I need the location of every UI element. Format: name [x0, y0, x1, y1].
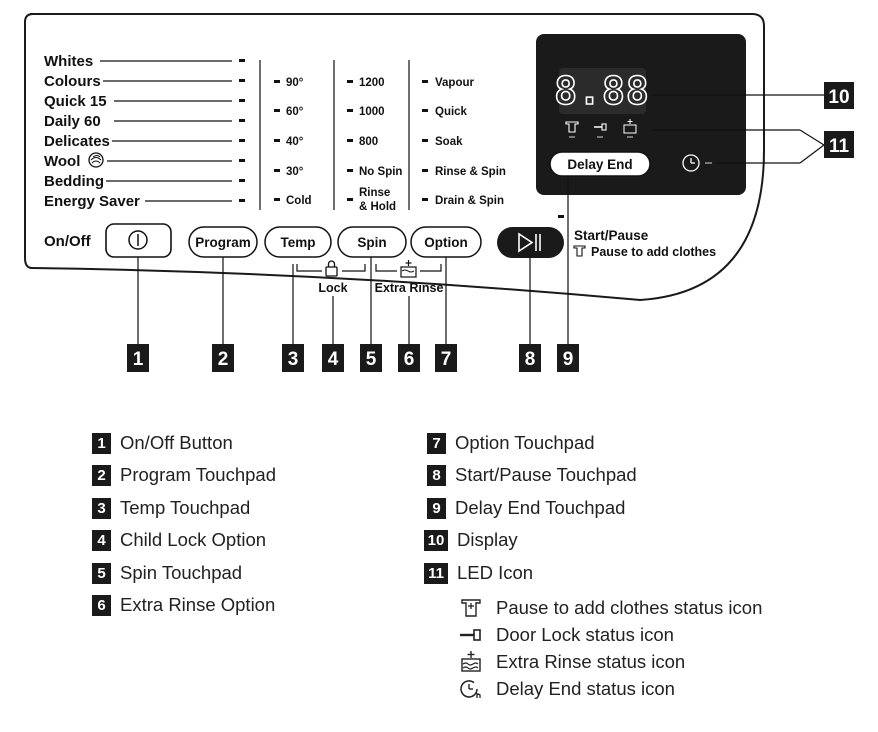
temp-list: [274, 77, 312, 207]
spin-1000: 1000: [359, 106, 385, 118]
pause-add-clothes-icon: [458, 597, 484, 619]
legend-text: Option Touchpad: [455, 432, 595, 453]
svg-text:9: 9: [562, 349, 574, 370]
legend-badge: 8: [427, 465, 446, 486]
icon-legend-item: [458, 678, 675, 700]
extra-rinse-icon: [458, 651, 484, 673]
option-button[interactable]: [411, 227, 481, 257]
pause-add-label: Pause to add clothes: [591, 245, 717, 259]
option-button-label: Option: [424, 235, 468, 250]
padlock-icon: [326, 261, 337, 276]
legend-item: [424, 529, 518, 551]
legend-item: [92, 432, 233, 454]
icon-legend-text: Door Lock status icon: [496, 624, 674, 645]
legend-text: On/Off Button: [120, 432, 233, 453]
option-vapour: Vapour: [435, 77, 474, 89]
onoff-button[interactable]: [106, 224, 171, 257]
delay-end-icon: [458, 678, 484, 700]
program-bedding: Bedding: [44, 173, 104, 190]
spin-no-spin: No Spin: [359, 166, 403, 178]
legend-badge: 1: [92, 433, 111, 454]
extra-rinse-panel-icon: [401, 260, 416, 277]
door-lock-icon: [458, 624, 484, 646]
temp-cold: Cold: [286, 195, 312, 207]
onoff-label: On/Off: [44, 233, 91, 250]
legend-text: Program Touchpad: [120, 464, 276, 485]
svg-text:7: 7: [440, 349, 452, 370]
spin-800: 800: [359, 136, 379, 148]
callout-5: [360, 344, 382, 372]
program-energy-saver: Energy Saver: [44, 193, 140, 210]
start-pause-button[interactable]: [497, 227, 564, 258]
legend-badge: 7: [427, 433, 446, 454]
legend-text: Start/Pause Touchpad: [455, 464, 637, 485]
temp-60: 60°: [286, 106, 304, 118]
option-quick: Quick: [435, 106, 467, 118]
extra-rinse-bracket: [375, 260, 444, 295]
delay-end-button[interactable]: [550, 152, 650, 176]
legend-item: [92, 594, 275, 616]
legend-badge: 6: [92, 595, 111, 616]
callout-9: [557, 344, 579, 372]
program-whites: Whites: [44, 53, 94, 70]
spin-list: [347, 77, 402, 213]
option-drain-spin: Drain & Spin: [435, 195, 505, 207]
legend-item: [92, 497, 250, 519]
svg-text:5: 5: [365, 349, 377, 370]
lock-label: Lock: [318, 281, 348, 295]
svg-text:11: 11: [828, 136, 850, 157]
spin-button[interactable]: [338, 227, 406, 257]
icon-legend-item: [458, 624, 674, 646]
callout-11: [824, 131, 854, 158]
legend-item: [92, 529, 266, 551]
callout-2: [212, 344, 234, 372]
svg-text:3: 3: [287, 349, 299, 370]
icon-legend-item: [458, 597, 762, 619]
temp-30: 30°: [286, 166, 304, 178]
legend-text: LED Icon: [457, 562, 534, 583]
program-daily-60: Daily 60: [44, 113, 101, 130]
program-wool: Wool: [44, 153, 81, 170]
legend-item: [92, 562, 242, 584]
legend-text: Delay End Touchpad: [455, 497, 626, 518]
svg-text:1: 1: [132, 349, 144, 370]
svg-text:4: 4: [327, 349, 339, 370]
svg-text:10: 10: [828, 87, 850, 108]
program-button[interactable]: [189, 227, 257, 257]
legend-text: Temp Touchpad: [120, 497, 251, 518]
temp-button-label: Temp: [280, 235, 316, 250]
option-list: [422, 77, 506, 207]
legend-item: [427, 432, 595, 454]
legend-badge: 3: [92, 498, 111, 519]
callout-8: [519, 344, 541, 372]
callout-7: [435, 344, 457, 372]
icon-legend-text: Delay End status icon: [496, 678, 675, 699]
legend-text: Child Lock Option: [120, 529, 267, 550]
icon-legend-text: Extra Rinse status icon: [496, 651, 686, 672]
legend-item: [427, 464, 637, 486]
callout-10: [824, 82, 854, 109]
temp-button[interactable]: [265, 227, 331, 257]
pause-add-small-icon: [574, 246, 585, 256]
legend-badge: 2: [92, 465, 111, 486]
legend-text: Spin Touchpad: [120, 562, 243, 583]
program-button-label: Program: [195, 235, 251, 250]
svg-text:2: 2: [217, 349, 229, 370]
option-soak: Soak: [435, 136, 463, 148]
svg-text:8: 8: [524, 349, 536, 370]
legend-text: Display: [457, 529, 518, 550]
legend-badge: 5: [92, 563, 111, 584]
spin-button-label: Spin: [357, 235, 387, 250]
icon-legend-item: [458, 651, 685, 673]
wool-icon: [89, 153, 103, 167]
program-quick-15: Quick 15: [44, 93, 107, 110]
start-pause-label: Start/Pause: [574, 228, 649, 243]
program-list: [44, 53, 245, 210]
callout-1: [127, 344, 149, 372]
display-screen: [554, 68, 650, 114]
display-digits: 8.88: [554, 69, 650, 113]
spin-1200: 1200: [359, 77, 385, 89]
spin-hold: & Hold: [359, 201, 397, 213]
callout-3: [282, 344, 304, 372]
temp-90: 90°: [286, 77, 304, 89]
legend-badge: 11: [424, 563, 448, 584]
spin-rinse: Rinse: [359, 187, 391, 199]
program-delicates: Delicates: [44, 133, 110, 150]
temp-40: 40°: [286, 136, 304, 148]
svg-text:6: 6: [403, 349, 415, 370]
legend-item: [424, 562, 533, 584]
legend-item: [92, 464, 276, 486]
delay-end-label: Delay End: [567, 157, 633, 172]
legend-text: Extra Rinse Option: [120, 594, 276, 615]
extra-rinse-label: Extra Rinse: [374, 281, 444, 295]
callout-6: [398, 344, 420, 372]
callout-4: [322, 344, 344, 372]
icon-legend-text: Pause to add clothes status icon: [496, 597, 763, 618]
option-rinse-spin: Rinse & Spin: [435, 166, 506, 178]
program-colours: Colours: [44, 73, 101, 90]
legend-badge: 4: [92, 530, 111, 551]
legend-badge: 9: [427, 498, 446, 519]
legend-badge: 10: [424, 530, 448, 551]
legend-item: [427, 497, 625, 519]
